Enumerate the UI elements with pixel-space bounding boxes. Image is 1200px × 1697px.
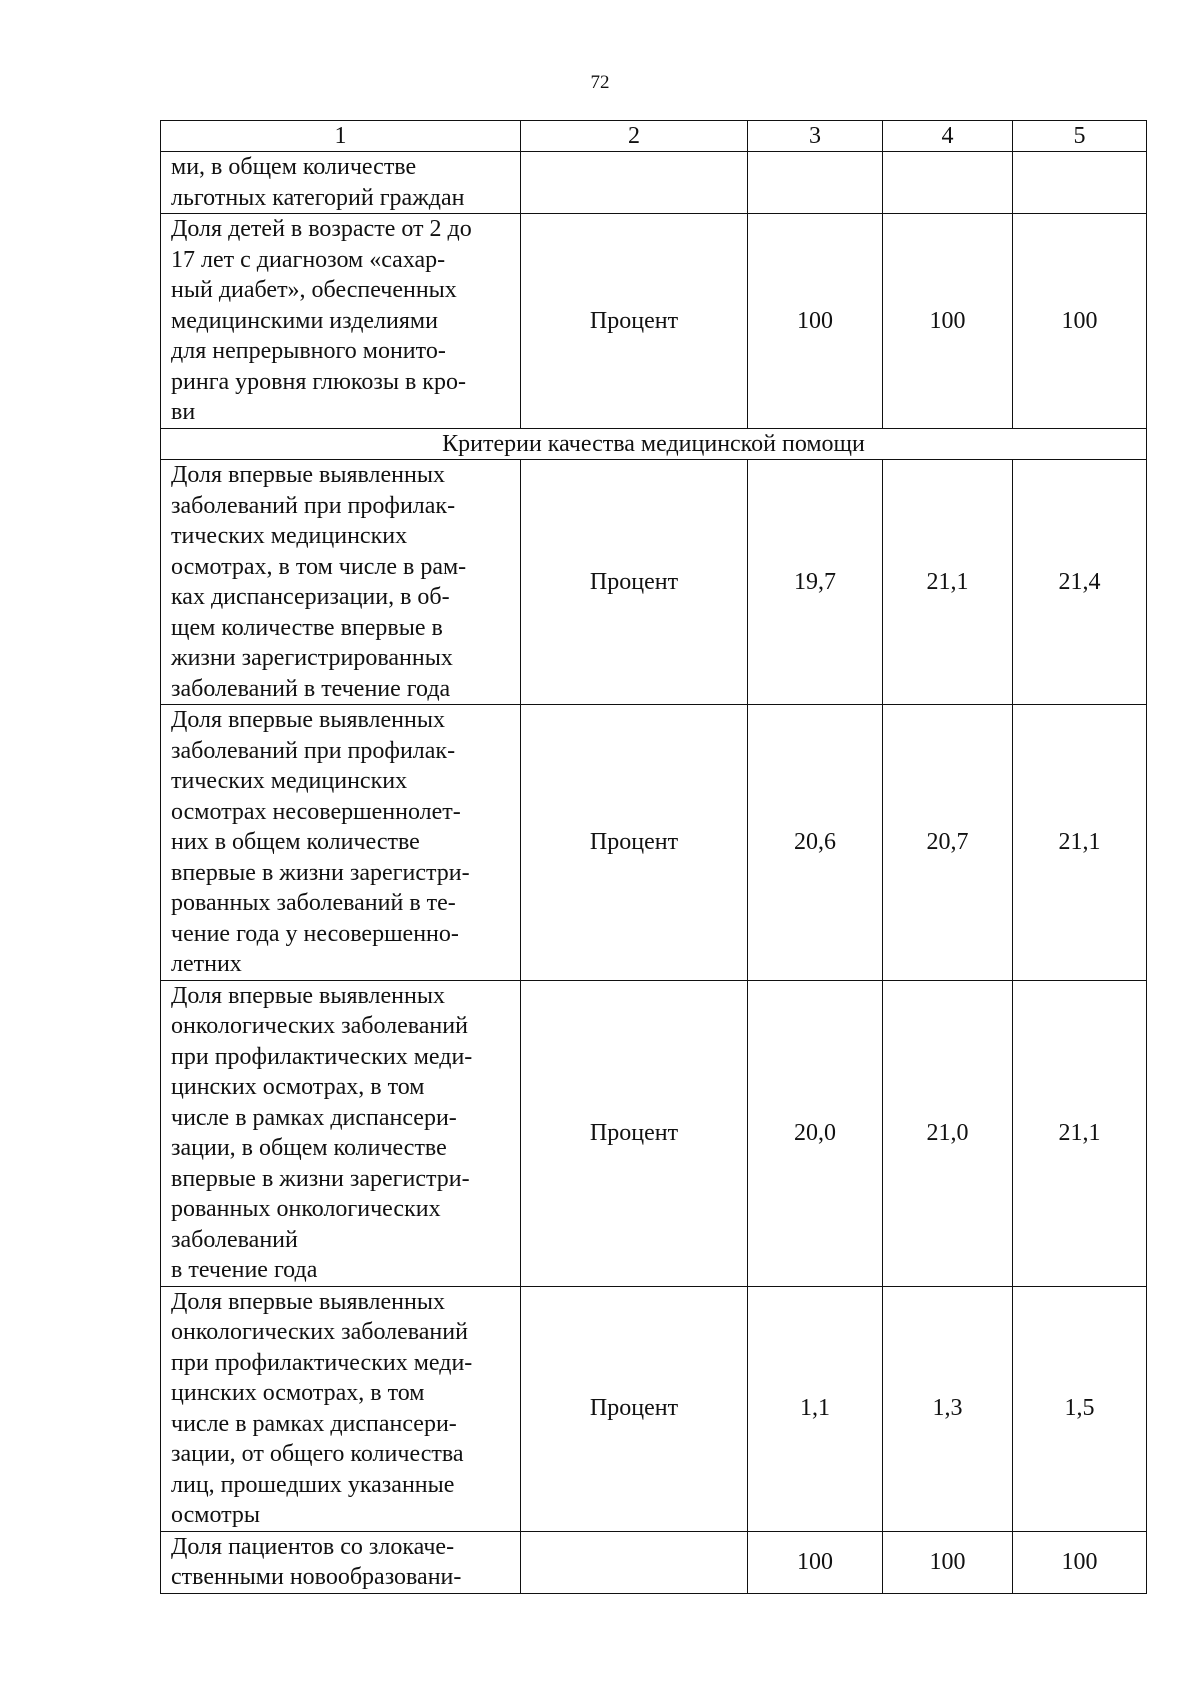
value-cell-col3: 20,0	[748, 980, 883, 1286]
indicator-name-line: онкологических заболеваний	[171, 1319, 468, 1345]
value-cell-col3: 100	[748, 1531, 883, 1593]
indicator-name-line: тических медицинских	[171, 523, 408, 549]
indicator-name-line: осмотрах, в том числе в рам-	[171, 553, 467, 580]
indicator-name-line: Доля впервые выявленных	[171, 707, 445, 733]
indicator-name-line: цинских осмотрах, в том	[171, 1074, 425, 1100]
indicator-name-cell	[161, 460, 521, 705]
indicator-name-line: числе в рамках диспансери-	[171, 1410, 457, 1437]
value-cell-col5: 21,1	[1013, 980, 1147, 1286]
value-cell-col5	[1013, 152, 1147, 214]
table-row	[161, 1286, 1147, 1531]
value-cell-col5: 100	[1013, 214, 1147, 429]
unit-cell: Процент	[521, 1286, 748, 1531]
indicator-name-line: зации, от общего количества	[171, 1441, 464, 1467]
indicator-name-line: Доля детей в возрасте от 2 до	[171, 216, 472, 242]
column-header-2: 2	[521, 121, 748, 152]
indicator-name-cell	[161, 1286, 521, 1531]
table-row	[161, 152, 1147, 214]
indicator-name-cell	[161, 1531, 521, 1593]
indicator-name-line: при профилактических меди-	[171, 1349, 473, 1376]
column-number-row	[161, 121, 1147, 152]
column-header-3: 3	[748, 121, 883, 152]
indicator-name-line: цинских осмотрах, в том	[171, 1380, 425, 1406]
indicator-name-line: онкологических заболеваний	[171, 1013, 468, 1039]
table-row	[161, 1531, 1147, 1593]
value-cell-col4	[883, 152, 1013, 214]
indicator-name-line: ми, в общем количестве	[171, 154, 417, 180]
unit-cell: Процент	[521, 460, 748, 705]
indicator-name-line: заболеваний в течение года	[171, 675, 451, 702]
value-cell-col3: 20,6	[748, 705, 883, 981]
indicator-name-line: жизни зарегистрированных	[171, 645, 453, 671]
indicator-name-line: осмотры	[171, 1502, 261, 1528]
indicator-name-line: Доля впервые выявленных	[171, 1288, 445, 1315]
indicator-name-line: рованных онкологических	[171, 1196, 441, 1222]
unit-cell: Процент	[521, 705, 748, 981]
indicator-name-line: для непрерывного монито-	[171, 338, 446, 364]
unit-cell: Процент	[521, 214, 748, 429]
indicator-name-line: 17 лет с диагнозом «сахар-	[171, 246, 446, 273]
table-body	[161, 152, 1147, 1594]
table-row	[161, 460, 1147, 705]
indicator-name-line: рованных заболеваний в те-	[171, 890, 456, 916]
indicator-name-line: впервые в жизни зарегистри-	[171, 1165, 470, 1192]
indicator-name-line: медицинскими изделиями	[171, 307, 438, 334]
value-cell-col3: 19,7	[748, 460, 883, 705]
value-cell-col4: 21,0	[883, 980, 1013, 1286]
table-row	[161, 214, 1147, 429]
indicator-name-line: Доля пациентов со злокаче-	[171, 1533, 455, 1560]
indicator-name-line: лиц, прошедших указанные	[171, 1471, 455, 1498]
section-header-row	[161, 428, 1147, 460]
column-header-5: 5	[1013, 121, 1147, 152]
value-cell-col4: 100	[883, 1531, 1013, 1593]
indicator-name-line: ный диабет», обеспеченных	[171, 277, 457, 303]
indicator-name-line: заболеваний при профилак-	[171, 492, 456, 519]
value-cell-col3	[748, 152, 883, 214]
value-cell-col3: 100	[748, 214, 883, 429]
indicator-name-cell	[161, 214, 521, 429]
indicator-name-line: впервые в жизни зарегистри-	[171, 859, 470, 886]
value-cell-col5: 21,1	[1013, 705, 1147, 981]
value-cell-col4: 20,7	[883, 705, 1013, 981]
value-cell-col4: 21,1	[883, 460, 1013, 705]
indicator-name-line: ви	[171, 399, 196, 425]
indicator-name-cell	[161, 152, 521, 214]
indicator-name-line: щем количестве впервые в	[171, 614, 443, 641]
indicator-name-line: Доля впервые выявленных	[171, 982, 445, 1009]
indicator-name-line: осмотрах несовершеннолет-	[171, 798, 461, 825]
value-cell-col5: 100	[1013, 1531, 1147, 1593]
column-header-1: 1	[161, 121, 521, 152]
indicator-name-line: чение года у несовершенно-	[171, 920, 459, 947]
section-title: Критерии качества медицинской помощи	[161, 428, 1147, 460]
indicators-table	[160, 120, 1147, 1594]
indicator-name-cell	[161, 980, 521, 1286]
value-cell-col5: 1,5	[1013, 1286, 1147, 1531]
indicator-name-line: заболеваний при профилак-	[171, 737, 456, 764]
unit-cell: Процент	[521, 980, 748, 1286]
indicator-name-line: числе в рамках диспансери-	[171, 1104, 457, 1131]
indicator-name-line: льготных категорий граждан	[171, 184, 465, 211]
indicator-name-line: ринга уровня глюкозы в кро-	[171, 368, 466, 395]
unit-cell	[521, 1531, 748, 1593]
value-cell-col4: 100	[883, 214, 1013, 429]
value-cell-col4: 1,3	[883, 1286, 1013, 1531]
indicator-name-line: при профилактических меди-	[171, 1043, 473, 1070]
indicator-name-line: заболеваний	[171, 1226, 298, 1253]
indicator-name-line: зации, в общем количестве	[171, 1135, 447, 1161]
column-header-4: 4	[883, 121, 1013, 152]
indicator-name-cell	[161, 705, 521, 981]
page-number: 72	[590, 72, 610, 93]
value-cell-col3: 1,1	[748, 1286, 883, 1531]
indicator-name-line: летних	[171, 951, 242, 977]
indicator-name-line: них в общем количестве	[171, 829, 420, 855]
table-row	[161, 705, 1147, 981]
indicator-name-line: ственными новообразовани-	[171, 1564, 462, 1590]
table-row	[161, 980, 1147, 1286]
indicator-name-line: Доля впервые выявленных	[171, 462, 445, 488]
indicator-name-line: ках диспансеризации, в об-	[171, 584, 450, 610]
unit-cell	[521, 152, 748, 214]
indicator-name-line: тических медицинских	[171, 768, 408, 794]
value-cell-col5: 21,4	[1013, 460, 1147, 705]
indicator-name-line: в течение года	[171, 1257, 318, 1283]
